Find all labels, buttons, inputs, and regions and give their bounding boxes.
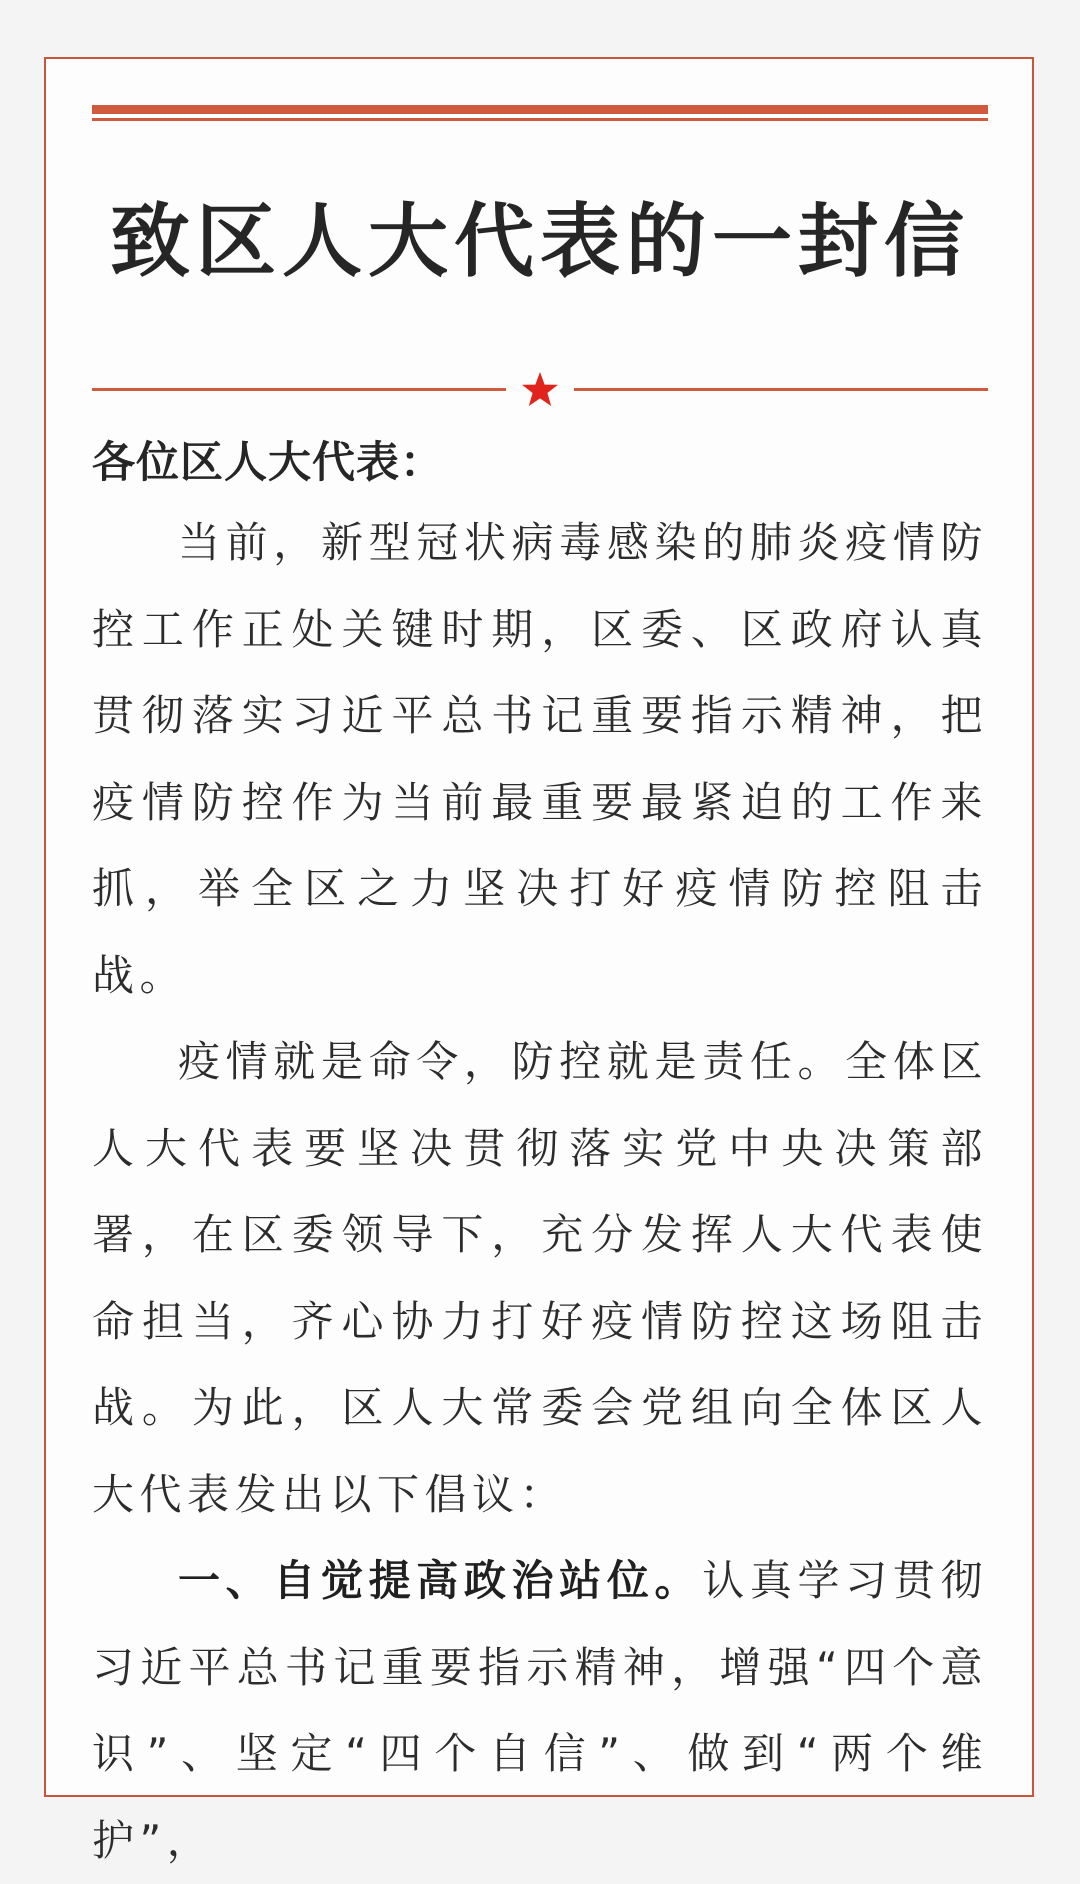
point-1-text: 认真学习贯彻习近平总书记重要指示精神，增强“四个意识”、坚定“四个自信”、做到“两个维护”， [92, 1556, 988, 1865]
point-1-heading: 一、自觉提高政治站位。 [178, 1556, 703, 1605]
letter-body [92, 428, 988, 1884]
star-icon [520, 370, 560, 410]
salutation: 各位区人大代表： [92, 438, 444, 488]
top-rule-thick [92, 105, 988, 114]
paragraph-point-1 [92, 1538, 988, 1884]
divider-line-right [574, 388, 988, 391]
divider-line-left [92, 388, 506, 391]
paragraph-2: 疫情就是命令，防控就是责任。全体区人大代表要坚决贯彻落实党中央决策部署，在区委领导下，充分发挥人大代表使命担当，齐心协力打好疫情防控这场阻击战。为此，区人大常委会党组向全体区人大代表发出以下倡议： [92, 1037, 988, 1519]
top-rule-thin [92, 118, 988, 121]
letter-title: 致区人大代表的一封信 [110, 195, 970, 288]
paragraph-1: 当前，新型冠状病毒感染的肺炎疫情防控工作正处关键时期，区委、区政府认真贯彻落实习近平总书记重要指示精神，把疫情防控作为当前最重要最紧迫的工作来抓，举全区之力坚决打好疫情防控阻击战。 [92, 518, 988, 1000]
